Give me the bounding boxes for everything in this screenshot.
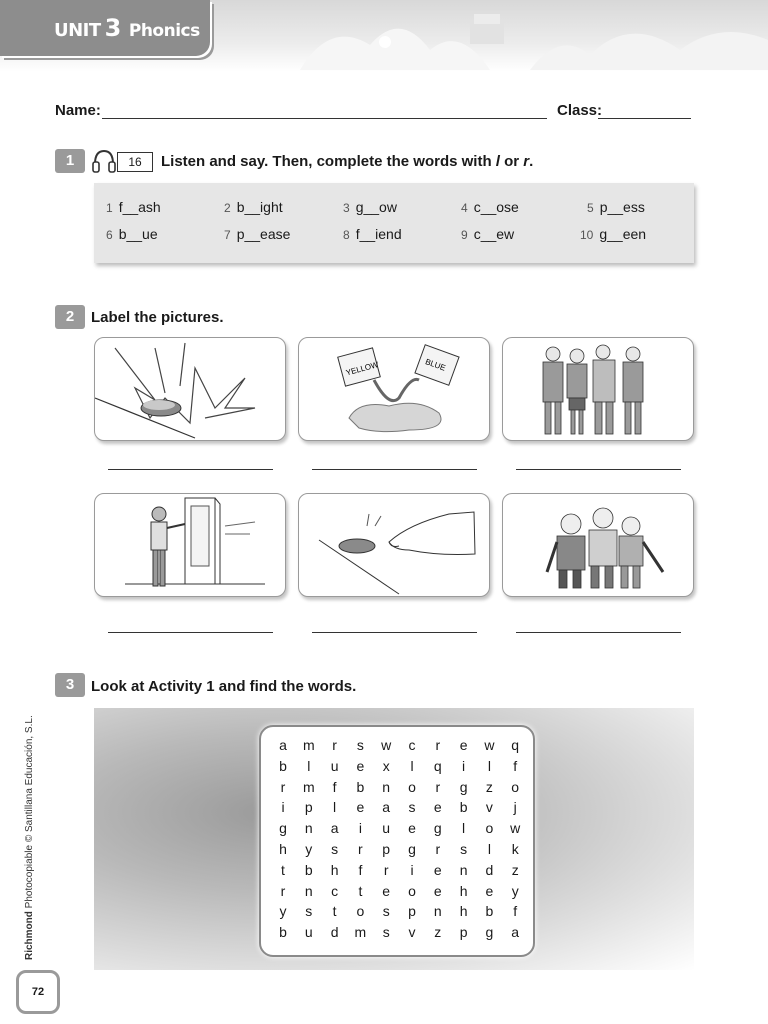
grid-letter[interactable]: w bbox=[381, 737, 392, 753]
grid-letter[interactable]: f bbox=[358, 861, 363, 878]
grid-letter[interactable]: m bbox=[354, 924, 367, 941]
word-number: 6 bbox=[106, 228, 113, 242]
grid-letter[interactable]: g bbox=[433, 820, 442, 837]
picture-door bbox=[94, 493, 286, 597]
word-text[interactable]: c__ose bbox=[473, 199, 519, 215]
header-decoration bbox=[230, 0, 768, 70]
letter-r: r bbox=[523, 153, 530, 170]
picture-paint bbox=[298, 337, 490, 441]
activity-1-instruction bbox=[161, 153, 533, 170]
word-text[interactable]: f__ash bbox=[118, 199, 161, 215]
grid-letter[interactable]: j bbox=[513, 799, 517, 816]
grid-letter[interactable]: o bbox=[408, 778, 416, 795]
grid-letter[interactable]: h bbox=[330, 861, 339, 878]
grid-letter[interactable]: d bbox=[330, 924, 339, 941]
track-number: 16 bbox=[117, 152, 153, 172]
grid-letter[interactable]: k bbox=[511, 841, 519, 857]
grid-letter[interactable]: s bbox=[331, 841, 339, 857]
grid-letter[interactable]: e bbox=[382, 882, 391, 899]
grid-letter[interactable]: f bbox=[513, 903, 518, 920]
word-item bbox=[343, 199, 397, 215]
grid-letter[interactable]: n bbox=[304, 820, 313, 837]
door-illustration bbox=[95, 494, 285, 596]
flash-illustration bbox=[95, 338, 285, 440]
answer-line-3[interactable] bbox=[516, 469, 681, 470]
grid-letter[interactable]: l bbox=[462, 820, 466, 837]
grid-letter[interactable]: b bbox=[485, 903, 494, 920]
word-text[interactable]: g__een bbox=[599, 226, 647, 242]
answer-line-1[interactable] bbox=[108, 469, 273, 470]
grid-letter[interactable]: w bbox=[484, 737, 495, 753]
grid-letter[interactable]: u bbox=[382, 820, 391, 837]
grid-letter[interactable]: a bbox=[279, 737, 287, 753]
press-illustration bbox=[299, 494, 489, 596]
grid-letter[interactable]: b bbox=[356, 778, 365, 795]
grid-letter[interactable]: e bbox=[408, 820, 416, 837]
grid-letter[interactable]: f bbox=[513, 757, 518, 774]
word-item bbox=[106, 199, 161, 215]
grid-letter[interactable]: y bbox=[511, 882, 519, 899]
word-text[interactable]: p__ease bbox=[236, 226, 291, 242]
name-field[interactable] bbox=[102, 118, 547, 119]
word-text[interactable]: g__ow bbox=[355, 199, 397, 215]
answer-line-2[interactable] bbox=[312, 469, 477, 470]
copyright-text: Photocopiable © Santillana Educación, S.L. bbox=[24, 715, 35, 909]
grid-letter[interactable]: y bbox=[279, 903, 287, 920]
activity-2-badge: 2 bbox=[55, 305, 85, 329]
letter-l: l bbox=[495, 153, 500, 170]
picture-press bbox=[298, 493, 490, 597]
instruction-period: . bbox=[529, 153, 534, 170]
grid-letter[interactable]: l bbox=[410, 757, 414, 774]
grid-letter[interactable]: c bbox=[408, 737, 416, 753]
grid-letter[interactable]: p bbox=[459, 924, 468, 941]
grid-letter[interactable]: t bbox=[358, 882, 363, 899]
word-number: 7 bbox=[224, 228, 231, 242]
grid-letter[interactable]: a bbox=[330, 820, 339, 837]
word-text[interactable]: p__ess bbox=[599, 199, 645, 215]
grid-letter[interactable]: p bbox=[382, 841, 391, 857]
name-label: Name: bbox=[55, 102, 101, 119]
grid-letter[interactable]: c bbox=[331, 882, 339, 899]
activity-1-badge: 1 bbox=[55, 149, 85, 173]
answer-line-5[interactable] bbox=[312, 632, 477, 633]
grid-letter[interactable]: p bbox=[408, 903, 416, 920]
grid-letter[interactable]: h bbox=[459, 882, 468, 899]
grid-letter[interactable]: e bbox=[433, 882, 442, 899]
grid-letter[interactable]: b bbox=[304, 861, 313, 878]
picture-crew bbox=[502, 337, 694, 441]
grid-letter[interactable]: v bbox=[408, 924, 416, 941]
grid-letter[interactable]: o bbox=[511, 778, 520, 795]
grid-letter[interactable]: f bbox=[332, 778, 337, 795]
grid-letter[interactable]: l bbox=[307, 757, 311, 774]
grid-letter[interactable]: r bbox=[435, 778, 441, 795]
grid-letter[interactable]: v bbox=[485, 799, 493, 816]
grid-letter[interactable]: g bbox=[459, 778, 468, 795]
word-number: 1 bbox=[106, 201, 113, 215]
instruction-text: Listen and say. Then, complete the words with bbox=[161, 153, 496, 170]
word-box bbox=[94, 183, 694, 263]
grid-letter[interactable]: m bbox=[302, 778, 315, 795]
grid-letter[interactable]: b bbox=[459, 799, 468, 816]
paint-illustration bbox=[299, 338, 489, 440]
grid-letter[interactable]: s bbox=[408, 799, 416, 816]
grid-letter[interactable]: e bbox=[485, 882, 494, 899]
word-item bbox=[461, 199, 519, 215]
word-number: 8 bbox=[343, 228, 350, 242]
grid-letter[interactable]: u bbox=[304, 924, 313, 941]
grid-letter[interactable]: g bbox=[279, 820, 287, 837]
grid-letter[interactable]: t bbox=[281, 861, 285, 878]
grid-letter[interactable]: r bbox=[383, 861, 389, 878]
grid-letter[interactable]: e bbox=[356, 799, 365, 816]
grid-letter[interactable]: i bbox=[462, 757, 466, 774]
instruction-or: or bbox=[499, 153, 524, 170]
grid-letter[interactable]: r bbox=[358, 841, 363, 857]
grid-letter[interactable]: n bbox=[459, 861, 468, 878]
grid-letter[interactable]: x bbox=[382, 757, 390, 774]
grid-letter[interactable]: r bbox=[280, 882, 286, 899]
word-number: 2 bbox=[224, 201, 231, 215]
grid-letter[interactable]: i bbox=[410, 861, 414, 878]
word-number: 10 bbox=[580, 228, 594, 242]
word-number: 5 bbox=[587, 201, 594, 215]
grid-letter[interactable]: e bbox=[433, 861, 442, 878]
grid-letter[interactable]: z bbox=[434, 924, 442, 941]
unit-title bbox=[54, 14, 200, 42]
word-text[interactable]: c__ew bbox=[473, 226, 515, 242]
grid-letter[interactable]: a bbox=[511, 924, 520, 941]
grid-letter[interactable]: h bbox=[459, 903, 468, 920]
friends-illustration bbox=[503, 494, 693, 596]
grid-letter[interactable]: e bbox=[356, 757, 365, 774]
copyright-note bbox=[24, 715, 35, 960]
grid-letter[interactable]: n bbox=[382, 778, 391, 795]
activity-3-badge: 3 bbox=[55, 673, 85, 697]
grid-letter[interactable]: z bbox=[485, 778, 493, 795]
unit-word: UNIT bbox=[54, 20, 101, 41]
grid-letter[interactable]: o bbox=[485, 820, 494, 837]
grid-letter[interactable]: w bbox=[510, 820, 521, 837]
grid-letter[interactable]: r bbox=[332, 737, 337, 753]
crew-illustration bbox=[503, 338, 693, 440]
word-number: 4 bbox=[461, 201, 468, 215]
word-text[interactable]: f__iend bbox=[355, 226, 402, 242]
answer-line-6[interactable] bbox=[516, 632, 681, 633]
grid-letter[interactable]: n bbox=[433, 903, 442, 920]
grid-letter[interactable]: p bbox=[304, 799, 313, 816]
grid-letter[interactable]: g bbox=[485, 924, 494, 941]
grid-letter[interactable]: s bbox=[382, 924, 390, 941]
grid-letter[interactable]: y bbox=[305, 841, 313, 857]
grid-letter[interactable]: q bbox=[511, 737, 520, 753]
word-item bbox=[587, 199, 645, 215]
grid-letter[interactable]: o bbox=[408, 882, 416, 899]
grid-letter[interactable]: u bbox=[330, 757, 339, 774]
grid-letter[interactable]: g bbox=[408, 841, 416, 857]
grid-letter[interactable]: e bbox=[433, 799, 442, 816]
word-item bbox=[224, 199, 283, 215]
grid-letter[interactable]: o bbox=[356, 903, 365, 920]
unit-number: 3 bbox=[104, 14, 121, 42]
word-number: 3 bbox=[343, 201, 350, 215]
word-text[interactable]: b__ight bbox=[236, 199, 283, 215]
word-item bbox=[580, 226, 646, 242]
grid-letter[interactable]: r bbox=[435, 737, 441, 753]
grid-letter[interactable]: a bbox=[382, 799, 391, 816]
activity-2-instruction: Label the pictures. bbox=[91, 309, 224, 326]
grid-letter[interactable]: i bbox=[358, 820, 362, 837]
grid-letter[interactable]: b bbox=[279, 757, 287, 774]
grid-letter[interactable]: b bbox=[279, 924, 287, 941]
grid-letter[interactable]: l bbox=[487, 757, 491, 774]
word-number: 9 bbox=[461, 228, 468, 242]
word-search-grid bbox=[259, 725, 535, 957]
grid-letter[interactable]: e bbox=[459, 737, 468, 753]
grid-letter[interactable]: n bbox=[304, 882, 313, 899]
yellow-label: YELLOW bbox=[344, 360, 380, 378]
word-item bbox=[224, 226, 290, 242]
word-item bbox=[343, 226, 402, 242]
grid-letter[interactable]: l bbox=[333, 799, 337, 816]
word-item bbox=[106, 226, 158, 242]
word-item bbox=[461, 226, 514, 242]
publisher: Richmond bbox=[24, 911, 35, 960]
grid-letter[interactable]: s bbox=[460, 841, 468, 857]
grid-letter[interactable]: z bbox=[511, 861, 519, 878]
grid-letter[interactable]: r bbox=[435, 841, 441, 857]
grid-letter[interactable]: l bbox=[487, 841, 491, 857]
section-title: Phonics bbox=[128, 21, 200, 41]
grid-letter[interactable]: d bbox=[485, 861, 494, 878]
headphones-icon bbox=[91, 148, 117, 176]
activity-3-instruction: Look at Activity 1 and find the words. bbox=[91, 678, 357, 695]
grid-letter[interactable]: s bbox=[382, 903, 390, 920]
grid-letter[interactable]: t bbox=[332, 903, 337, 920]
blue-label: BLUE bbox=[424, 357, 447, 373]
picture-flash bbox=[94, 337, 286, 441]
picture-friends bbox=[502, 493, 694, 597]
grid-letter[interactable]: s bbox=[305, 903, 313, 920]
grid-letter[interactable]: i bbox=[281, 799, 285, 816]
grid-letter[interactable]: m bbox=[302, 737, 315, 753]
grid-letter[interactable]: r bbox=[280, 778, 286, 795]
grid-letter[interactable]: q bbox=[433, 757, 442, 774]
class-field[interactable] bbox=[598, 118, 691, 119]
word-text[interactable]: b__ue bbox=[118, 226, 158, 242]
grid-letter[interactable]: h bbox=[279, 841, 287, 857]
answer-line-4[interactable] bbox=[108, 632, 273, 633]
page-number: 72 bbox=[16, 970, 60, 1014]
class-label: Class: bbox=[557, 102, 603, 119]
grid-letter[interactable]: s bbox=[356, 737, 364, 753]
